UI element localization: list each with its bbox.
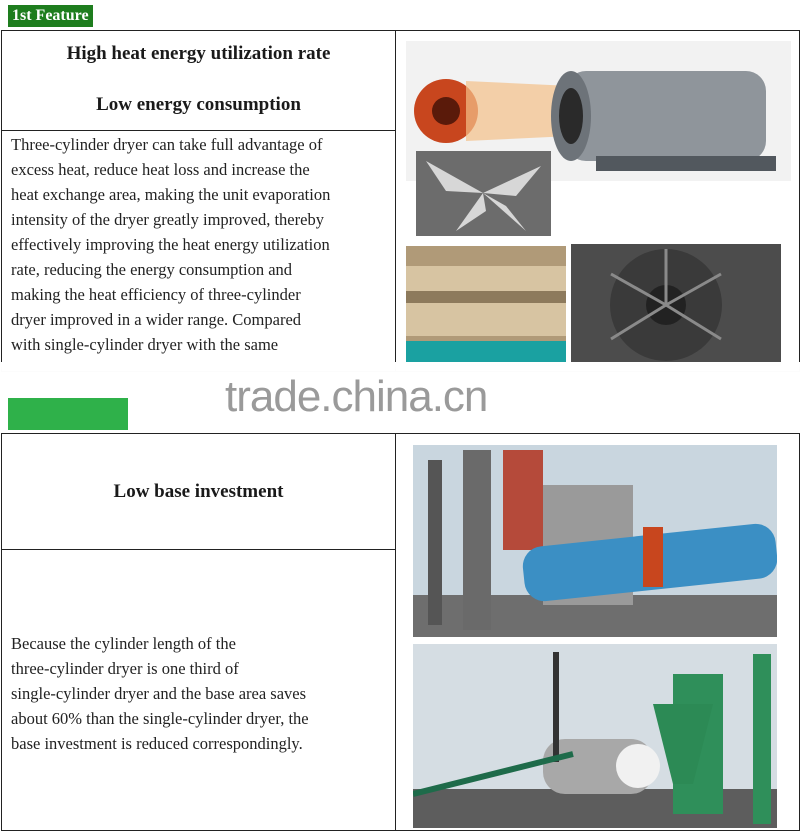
body-line: dryer improved in a wider range. Compared	[11, 310, 302, 329]
body-line: about 60% than the single-cylinder dryer, the	[11, 709, 309, 728]
body-line: three-cylinder dryer is one third of	[11, 659, 239, 678]
body-line: with single-cylinder dryer with the same	[11, 335, 279, 354]
section1-heading-2: Low energy consumption	[96, 94, 301, 115]
section2-body	[11, 631, 391, 756]
body-line: Because the cylinder length of the	[11, 634, 236, 653]
drum-end-photo	[571, 244, 781, 366]
section1-text-panel	[1, 30, 396, 372]
vane-closeup-photo	[416, 151, 551, 236]
drum-interior-photo	[406, 246, 566, 366]
body-line: excess heat, reduce heat loss and increase the	[11, 160, 310, 179]
blue-dryer-plant-photo	[413, 445, 777, 637]
watermark: trade.china.cn	[225, 372, 488, 421]
body-line: making the heat efficiency of three-cylinder	[11, 285, 301, 304]
feature-tag: 1st Feature	[8, 5, 93, 27]
section2-heading: Low base investment	[113, 481, 284, 502]
body-line: Three-cylinder dryer can take full advantage of	[11, 135, 323, 154]
green-dryer-plant-photo	[413, 644, 777, 828]
body-line: single-cylinder dryer and the base area saves	[11, 684, 307, 703]
body-line: intensity of the dryer greatly improved, thereby	[11, 210, 324, 229]
section2-divider	[2, 549, 395, 550]
body-line: base investment is reduced correspondingly.	[11, 734, 303, 753]
section2-image-panel	[395, 433, 800, 831]
section1-image-panel	[395, 30, 800, 372]
body-line: rate, reducing the energy consumption and	[11, 260, 293, 279]
green-strip	[8, 398, 128, 430]
section1-heading-1: High heat energy utilization rate	[66, 43, 331, 64]
body-line: heat exchange area, making the unit evaporation	[11, 185, 331, 204]
section1-divider	[2, 130, 395, 131]
body-line: effectively improving the heat energy utilization	[11, 235, 330, 254]
section2-text-panel	[1, 433, 396, 831]
section1-body	[11, 132, 391, 357]
